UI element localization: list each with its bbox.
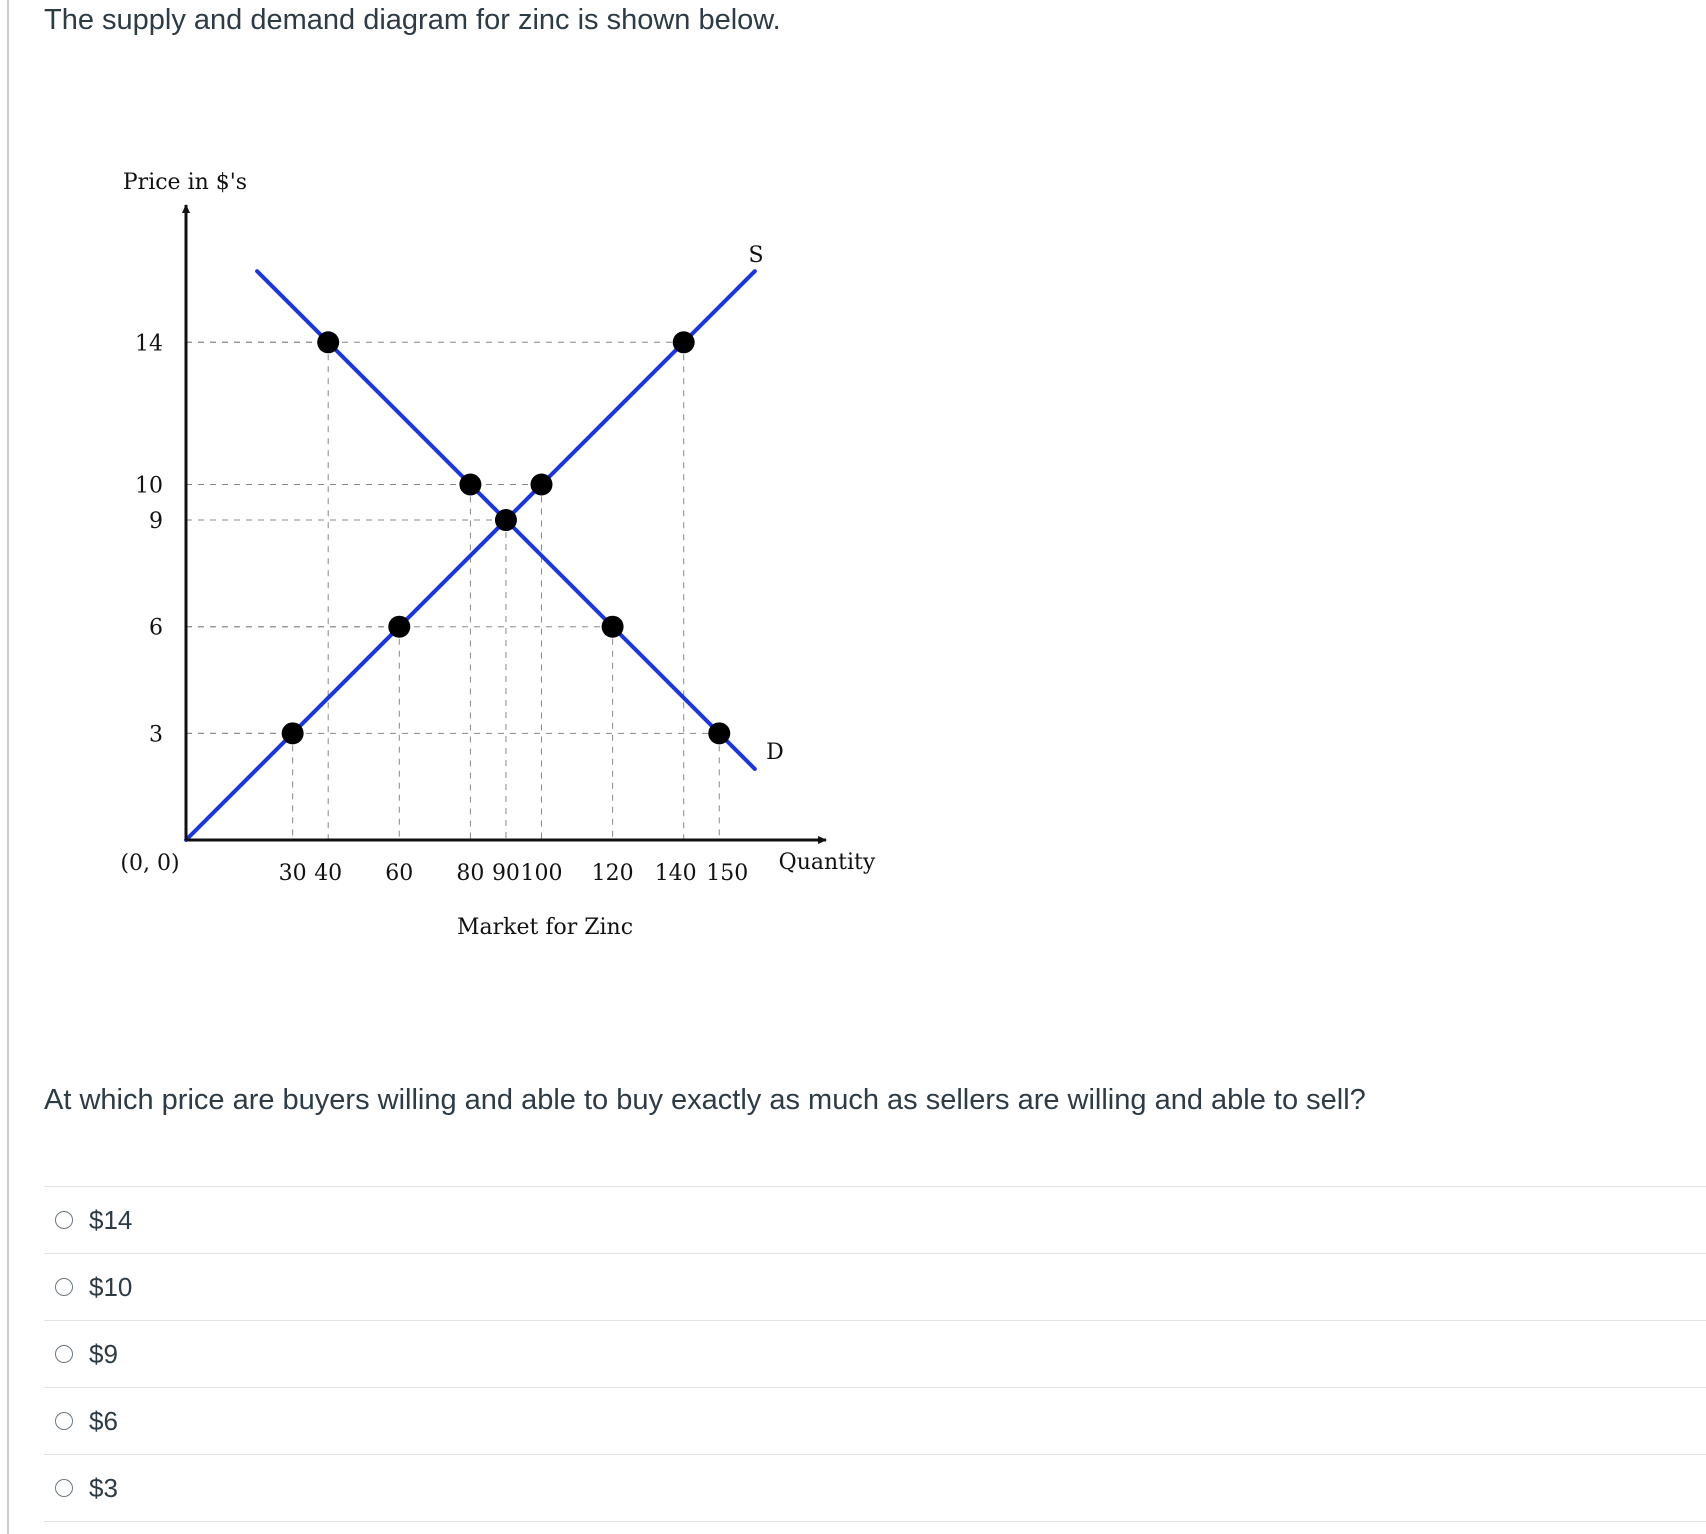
data-point — [459, 474, 481, 496]
x-tick-label: 80 — [456, 861, 485, 886]
x-tick-label: 30 — [278, 861, 307, 886]
y-axis-label: Price in $'s — [122, 170, 248, 195]
answer-label: $9 — [89, 1338, 118, 1369]
answer-label: $6 — [89, 1405, 118, 1436]
x-tick-label: 150 — [706, 861, 749, 886]
radio-button[interactable] — [55, 1211, 73, 1229]
answer-label: $10 — [89, 1271, 133, 1302]
answer-option-9[interactable] — [44, 1321, 1706, 1388]
guide-lines — [186, 342, 719, 840]
y-tick-label: 3 — [149, 722, 163, 748]
series-lines — [186, 271, 755, 840]
data-point — [282, 722, 304, 744]
answer-label: $3 — [89, 1472, 118, 1503]
data-point — [602, 616, 624, 638]
y-tick-label: 9 — [149, 509, 163, 535]
radio-button[interactable] — [55, 1278, 73, 1296]
x-tick-label: 60 — [385, 861, 414, 886]
radio-button[interactable] — [55, 1412, 73, 1430]
data-point — [673, 331, 695, 353]
data-point — [388, 616, 410, 638]
data-point — [531, 474, 553, 496]
data-point — [708, 722, 730, 744]
x-axis-label: Quantity — [778, 850, 876, 875]
answer-label: $14 — [89, 1204, 133, 1235]
radio-button[interactable] — [55, 1345, 73, 1363]
question-text: At which price are buyers willing and able to buy exactly as much as sellers are willing and able to sell? — [44, 1084, 1366, 1116]
answer-list — [44, 1186, 1706, 1522]
radio-button[interactable] — [55, 1479, 73, 1497]
y-tick-label: 6 — [149, 615, 163, 641]
chart-labels — [120, 170, 875, 940]
x-tick-label: 140 — [654, 861, 697, 886]
answer-option-3[interactable] — [44, 1455, 1706, 1522]
x-tick-label: 40 — [314, 861, 343, 886]
x-tick-label: 120 — [591, 861, 634, 886]
tick-labels — [135, 331, 748, 886]
y-tick-label: 14 — [135, 331, 163, 357]
answer-option-14[interactable] — [44, 1187, 1706, 1254]
question-prompt: The supply and demand diagram for zinc is shown below. — [44, 4, 781, 36]
x-tick-label: 90 — [491, 861, 520, 886]
supply-label: S — [748, 243, 764, 268]
supply-curve — [186, 271, 755, 840]
answer-option-6[interactable] — [44, 1388, 1706, 1455]
data-point — [317, 331, 339, 353]
origin-label: (0, 0) — [120, 851, 180, 876]
y-tick-label: 10 — [135, 473, 163, 499]
chart-title: Market for Zinc — [456, 915, 634, 940]
answer-option-10[interactable] — [44, 1254, 1706, 1321]
demand-label: D — [766, 740, 784, 765]
x-tick-label: 100 — [520, 861, 563, 886]
data-point — [495, 509, 517, 531]
